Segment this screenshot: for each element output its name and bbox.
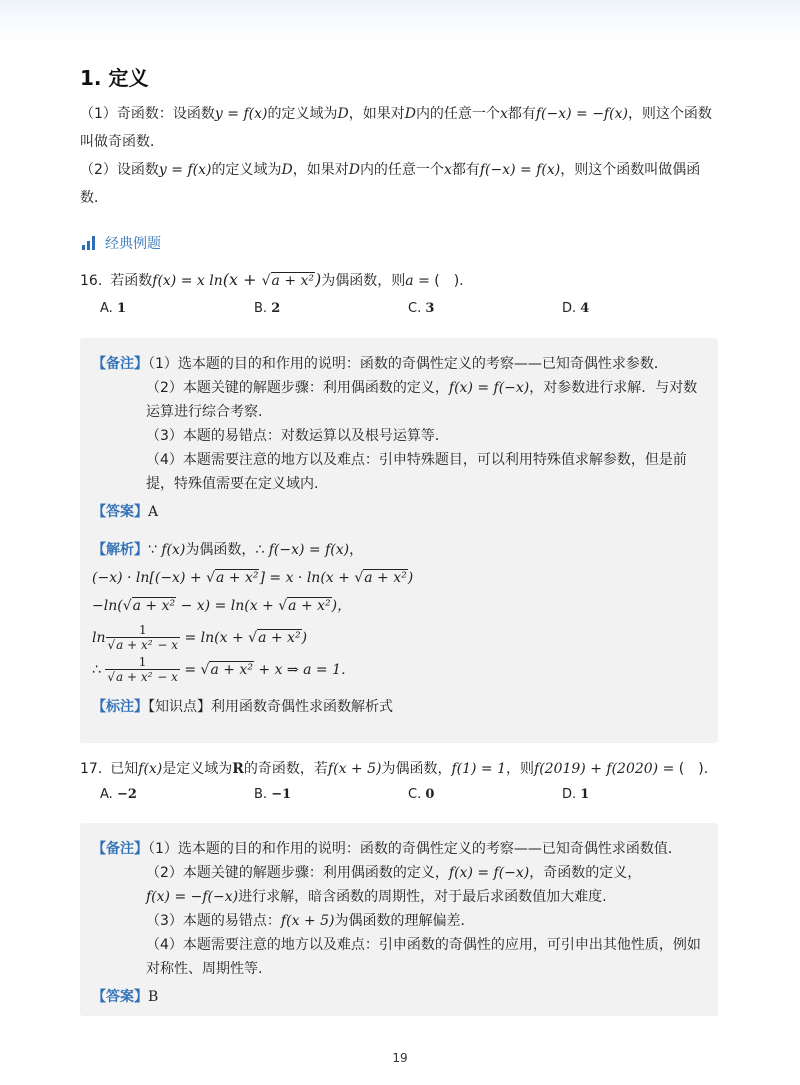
note-17-line2: （2）本题关键的解题步骤：利用偶函数的定义，f(x) = f(−x)，奇函数的定义， [146,865,642,881]
definition-even: （2）设函数y = f(x)的定义域为D，如果对D内的任意一个x都有f(−x) = f(x)，则这个函数叫做偶函数． [80,162,701,206]
label-16: 【标注】【知识点】利用函数奇偶性求函数解析式 [92,699,393,715]
analysis-16-line1: 【解析】∵ f(x)为偶函数，∴ f(−x) = f(x)， [92,542,364,558]
option-16-a: A. 1 [100,301,126,316]
solution-box-17 [80,823,718,1016]
analysis-16-line4: ln $\frac{1}{\text{√a + x² − x}}$ = ln(x + √a + x²) [92,623,308,652]
option-16-d: D. 4 [562,301,590,316]
analysis-16-line2: (−x) · ln[(−x) + √a + x²] = x · ln(x + √a + x²) [92,570,414,586]
note-16-line5: （4）本题需要注意的地方以及难点：引申特殊题目，可以利用特殊值求解参数，但是前 [146,452,687,468]
note-16-line6: 提，特殊值需要在定义域内. [146,476,319,492]
note-16-line4: （3）本题的易错点：对数运算以及根号运算等． [146,428,449,444]
option-17-d: D. 1 [562,787,590,802]
page-number: 19 [392,1051,408,1065]
answer-17: 【答案】B [92,989,159,1005]
option-17-c: C. 0 [408,787,435,802]
note-17-line6: 对称性、周期性等. [146,961,263,977]
question-16: 16. 若函数f(x) = x ln(x + √a + x²)为偶函数，则a = ( ). [80,270,464,289]
option-17-a: A. −2 [100,787,137,802]
examples-heading-label: 经典例题 [105,236,161,252]
note-16-line3: 运算进行综合考察. [146,404,263,420]
examples-heading [82,233,161,253]
note-17-line5: （4）本题需要注意的地方以及难点：引申函数的奇偶性的应用，可引申出其他性质，例如 [146,937,701,953]
note-17-line4: （3）本题的易错点：f(x + 5)为偶函数的理解偏差． [146,913,475,929]
question-17: 17. 已知f(x)是定义域为R的奇函数，若f(x + 5)为偶函数，f(1) = 1，则f(2019) + f(2020) = ( ). [80,761,709,777]
answer-16: 【答案】A [92,504,159,520]
solution-box-16 [80,338,718,743]
section-title: 1. 定义 [80,66,149,90]
bar-chart-icon [82,236,95,250]
option-16-c: C. 3 [408,301,435,316]
note-17-line1: 【备注】（1）选本题的目的和作用的说明：函数的奇偶性定义的考察——已知奇偶性求函数值． [92,841,682,857]
definition-odd: （1）奇函数：设函数y = f(x)的定义域为D，如果对D内的任意一个x都有f(−x) = −f(x)，则这个函数叫做奇函数． [80,106,712,150]
analysis-16-line3: −ln(√a + x² − x) = ln(x + √a + x²)， [92,598,352,614]
header-band [0,0,800,40]
note-16-line2: （2）本题关键的解题步骤：利用偶函数的定义，f(x) = f(−x)，对参数进行求解．与对数 [146,380,698,396]
note-16-line1: 【备注】（1）选本题的目的和作用的说明：函数的奇偶性定义的考察——已知奇偶性求参数． [92,356,668,372]
option-16-b: B. 2 [254,301,281,316]
note-17-line3: f(x) = −f(−x)进行求解，暗含函数的周期性，对于最后求函数值加大难度. [146,889,607,905]
option-17-b: B. −1 [254,787,292,802]
analysis-16-line5: ∴ $\frac{1}{\text{√a + x² − x}}$ = √a + x² + x ⇒ a = 1． [92,655,355,684]
